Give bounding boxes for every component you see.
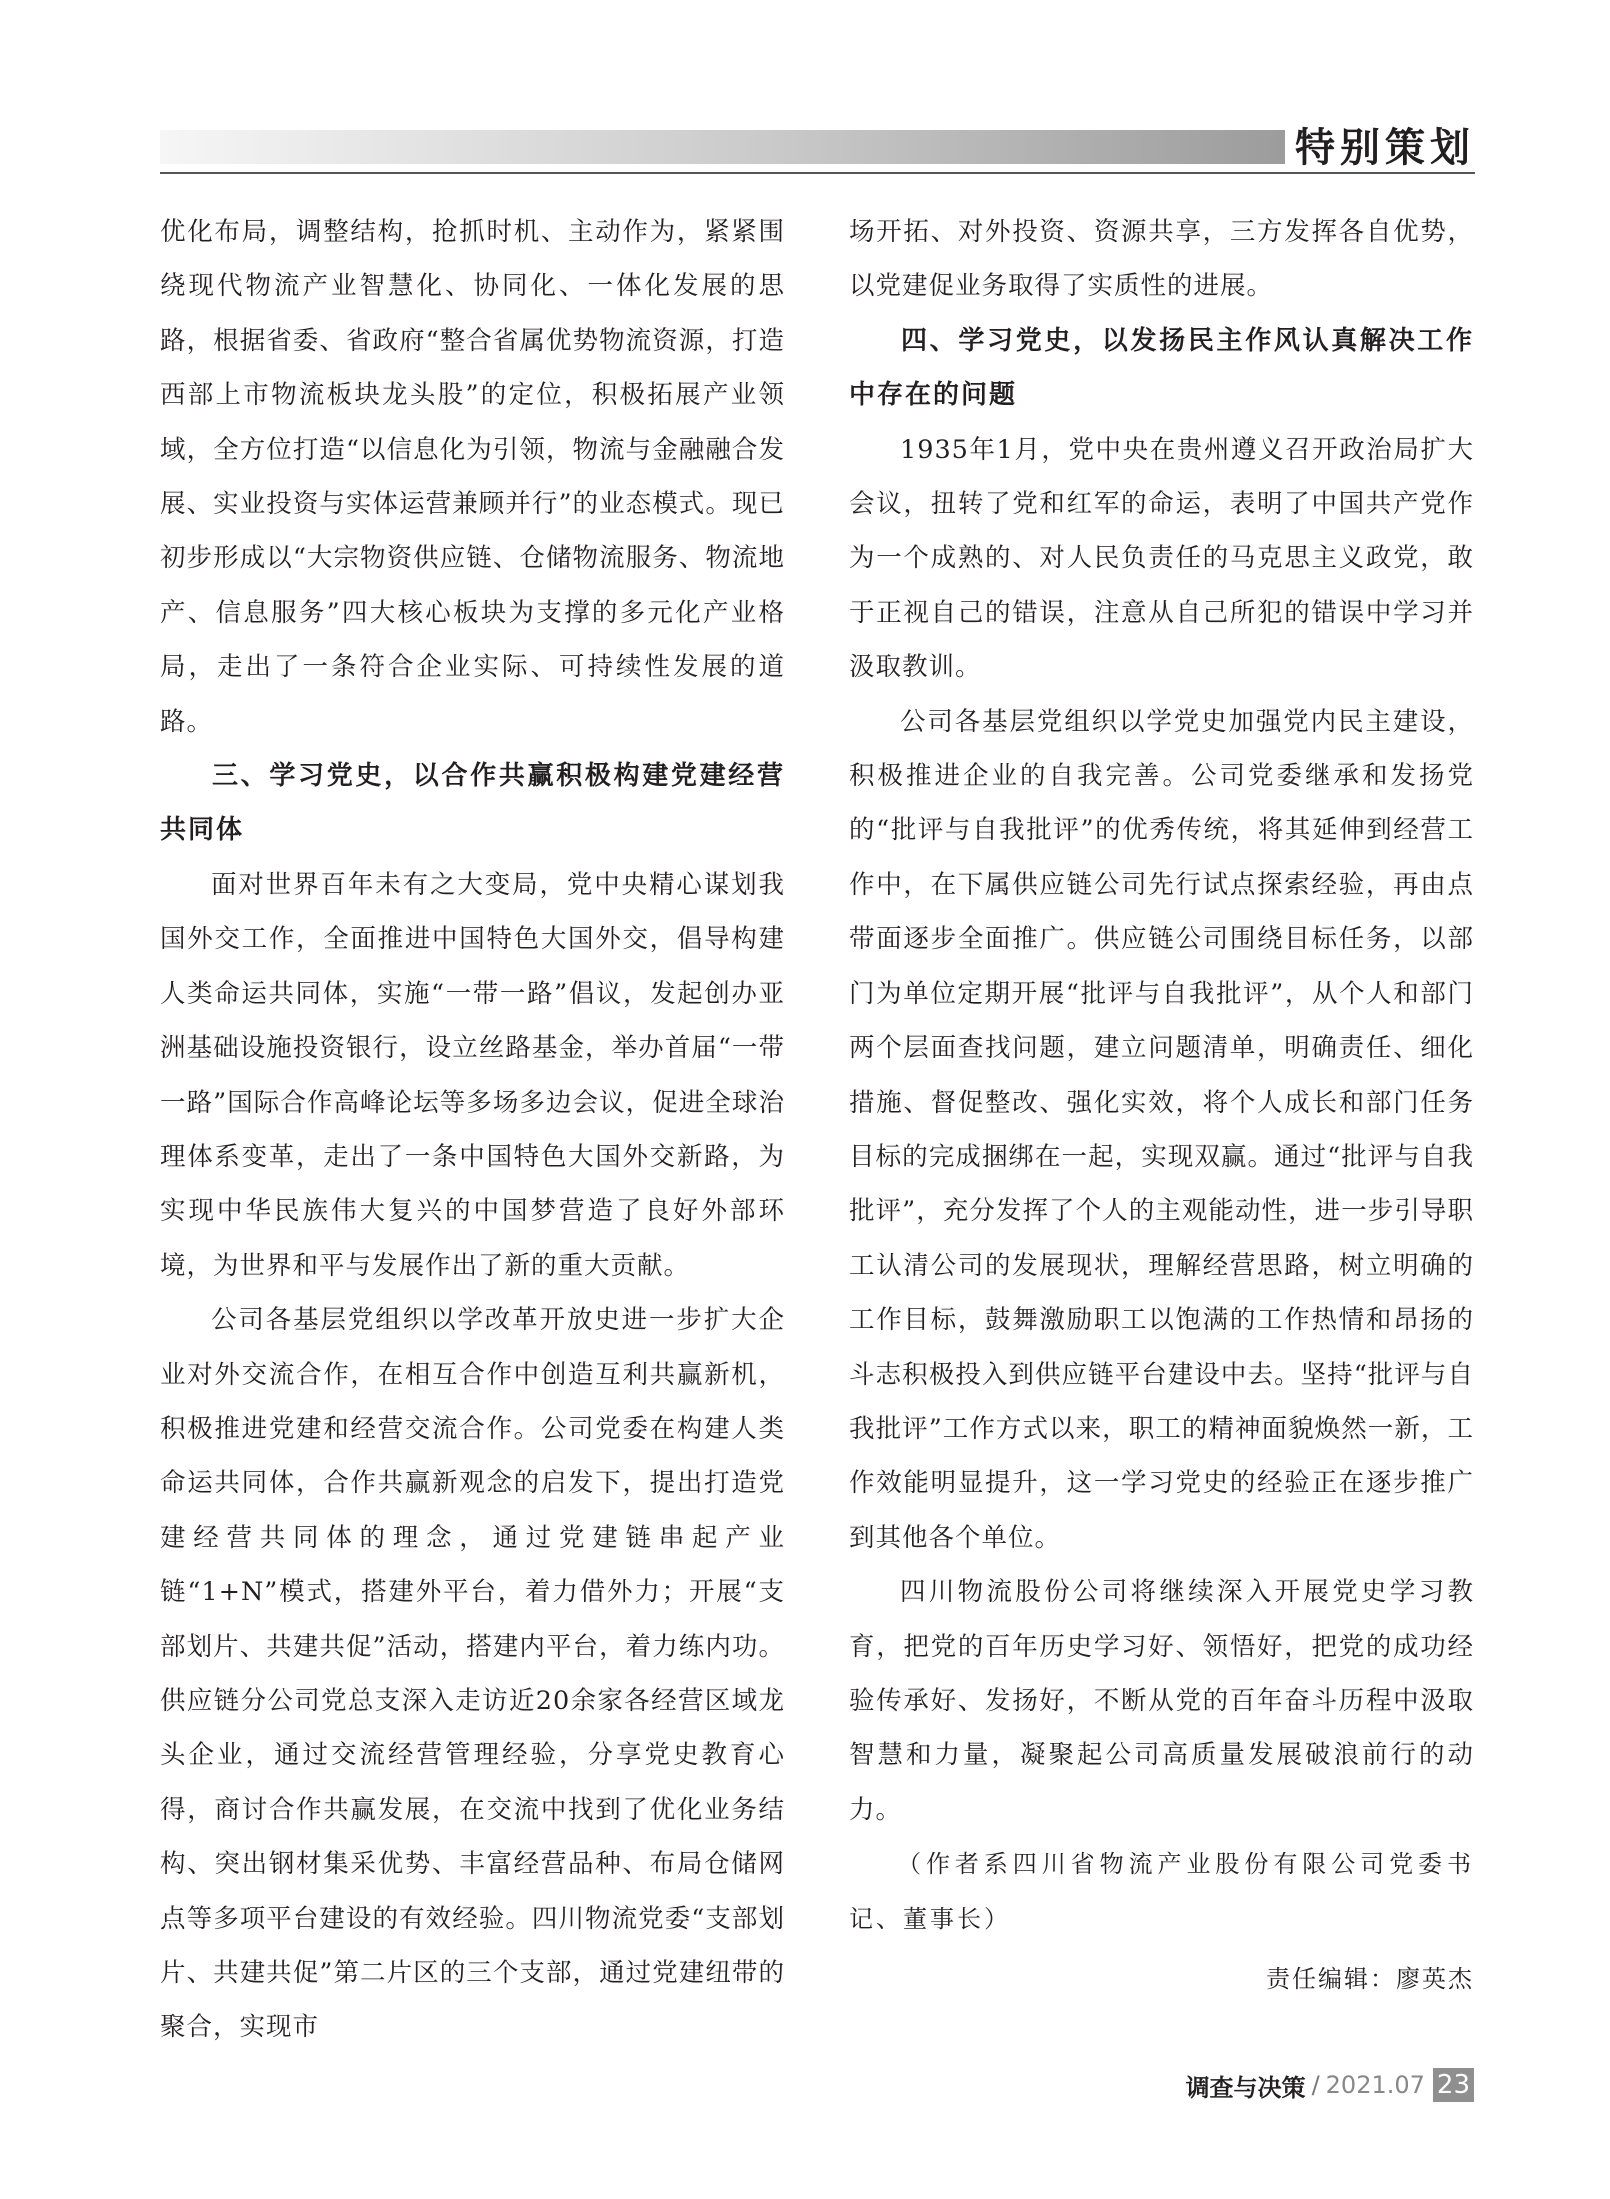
paragraph: 面对世界百年未有之大变局，党中央精心谋划我国外交工作，全面推进中国特色大国外交，倡导构建人类命运共同体，实施“一带一路”倡议，发起创办亚洲基础设施投资银行，设立丝路基金，举办首届“一带一路”国际合作高峰论坛等多场多边会议，促进全球治理体系变革，走出了一条中国特色大国外交新路，为实现中华民族伟大复兴的中国梦营造了良好外部环境，为世界和平与发展作出了新的重大贡献。 — [160, 869, 785, 1281]
page-number: 23 — [1433, 2068, 1474, 2102]
paragraph: 优化布局，调整结构，抢抓时机、主动作为，紧紧围绕现代物流产业智慧化、协同化、一体化发展的思路，根据省委、省政府“整合省属优势物流资源，打造西部上市物流板块龙头股”的定位，积极拓展产业领域，全方位打造“以信息化为引领，物流与金融融合发展、实业投资与实体运营兼顾并行”的业态模式。现已初步形成以“大宗物资供应链、仓储物流服务、物流地产、信息服务”四大核心板块为支撑的多元化产业格局，走出了一条符合企业实际、可持续性发展的道路。 — [160, 217, 785, 737]
paragraph: 公司各基层党组织以学改革开放史进一步扩大企业对外交流合作，在相互合作中创造互利共赢新机，积极推进党建和经营交流合作。公司党委在构建人类命运共同体，合作共赢新观念的启发下，提出打造党建经营共同体的理念，通过党建链串起产业链“1+N”模式，搭建外平台，着力借外力；开展“支部划片、共建共促”活动，搭建内平台，着力练内功。供应链分公司党总支深入走访近20余家各经营区域龙头企业，通过交流经营管理经验，分享党史教育心得，商讨合作共赢发展，在交流中找到了优化业务结构、突出钢材集采优势、丰富经营品种、布局仓储网点等多项平台建设的有效经验。四川物流党委“支部划片、共建共促”第二片区的三个支部，通过党建纽带的聚合，实现市 — [160, 1305, 785, 2043]
editor-credit: 责任编辑：廖英杰 — [1266, 1965, 1474, 1993]
section-title: 特别策划 — [1295, 125, 1475, 171]
paragraph: 公司各基层党组织以学党史加强党内民主建设，积极推进企业的自我完善。公司党委继承和发扬党的“批评与自我批评”的优秀传统，将其延伸到经营工作中，在下属供应链公司先行试点探索经验，再由点带面逐步全面推广。供应链公司围绕目标任务，以部门为单位定期开展“批评与自我批评”，从个人和部门两个层面查找问题，建立问题清单，明确责任、细化措施、督促整改、强化实效，将个人成长和部门任务目标的完成捆绑在一起，实现双赢。通过“批评与自我批评”，充分发挥了个人的主观能动性，进一步引导职工认清公司的发展现状，理解经营思路，树立明确的工作目标，鼓舞激励职工以饱满的工作热情和昂扬的斗志积极投入到供应链平台建设中去。坚持“批评与自我批评”工作方式以来，职工的精神面貌焕然一新，工作效能明显提升，这一学习党史的经验正在逐步推广到其他各个单位。 — [849, 706, 1474, 1553]
page-footer — [1186, 2068, 1474, 2102]
section-heading: 四、学习党史，以发扬民主作风认真解决工作中存在的问题 — [849, 325, 1474, 411]
paragraph: 1935年1月，党中央在贵州遵义召开政治局扩大会议，扭转了党和红军的命运，表明了中国共产党作为一个成熟的、对人民负责任的马克思主义政党，敢于正视自己的错误，注意从自己所犯的错误中学习并汲取教训。 — [849, 434, 1474, 683]
author-note: （作者系四川省物流产业股份有限公司党委书记、董事长） — [849, 1850, 1474, 1933]
issue-number: 2021.07 — [1325, 2071, 1425, 2099]
section-heading: 三、学习党史，以合作共赢积极构建党建经营共同体 — [160, 761, 785, 846]
footer-separator: / — [1311, 2071, 1320, 2099]
header-gradient-bar — [160, 130, 1285, 164]
paragraph: 场开拓、对外投资、资源共享，三方发挥各自优势，以党建促业务取得了实质性的进展。 — [849, 217, 1474, 302]
journal-name: 调查与决策 — [1185, 2073, 1306, 2102]
right-column — [849, 205, 1474, 2006]
header-divider — [160, 172, 1475, 174]
paragraph: 四川物流股份公司将继续深入开展党史学习教育，把党的百年历史学习好、领悟好，把党的成功经验传承好、发扬好，不断从党的百年奋斗历程中汲取智慧和力量，凝聚起公司高质量发展破浪前行的动力。 — [849, 1577, 1474, 1825]
left-column — [160, 205, 785, 2055]
